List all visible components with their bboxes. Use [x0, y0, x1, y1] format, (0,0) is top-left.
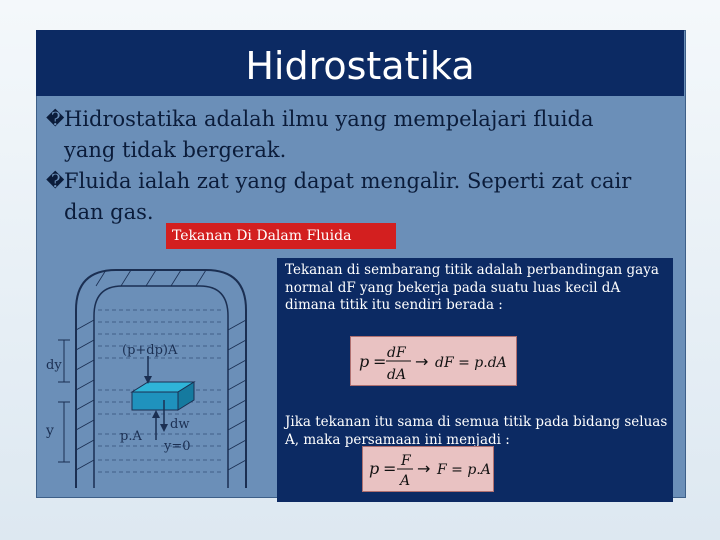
bullet-text-line: Hidrostatika adalah ilmu yang mempelajari fluida — [64, 107, 594, 131]
bullet-text-line: dan gas. — [64, 200, 154, 224]
eq-lhs: p — [359, 352, 370, 371]
wall-hatching — [76, 270, 246, 470]
label-top-force: (p+dp)A — [122, 343, 178, 358]
info-paragraph: Jika tekanan itu sama di semua titik pada bidang seluas A, maka persamaan ini menjadi : — [285, 414, 668, 448]
eq-arrow: → — [417, 459, 431, 478]
eq-equals: = — [383, 459, 397, 478]
bullet-icon: � — [46, 109, 65, 130]
label-y: y — [46, 423, 54, 439]
bullet-text-line: Fluida ialah zat yang dapat mengalir. Seperti zat cair — [64, 169, 632, 193]
bullet-list — [46, 104, 666, 228]
label-dy: dy — [46, 358, 62, 373]
eq-arrow: → — [415, 352, 429, 371]
eq-numerator: F — [401, 453, 411, 469]
eq-lhs: p — [369, 459, 380, 478]
eq-numerator: dF — [387, 345, 406, 361]
label-bottom-force: p.A — [120, 429, 142, 444]
weight-arrowhead — [160, 424, 168, 432]
bullet-text-line: yang tidak bergerak. — [64, 138, 287, 162]
equation-box — [350, 336, 517, 386]
bullet-icon: � — [46, 171, 65, 192]
label-y0: y=0 — [164, 439, 191, 454]
eq-denominator: A — [400, 473, 411, 489]
bullet-item — [46, 166, 666, 228]
eq-denominator: dA — [387, 367, 407, 383]
container-outline — [76, 270, 246, 488]
bottom-force-arrowhead — [152, 410, 160, 418]
info-paragraph: Tekanan di sembarang titik adalah perbandingan gaya normal dF yang bekerja pada suatu luas kecil dA dimana titik itu sendiri berada : — [285, 262, 659, 313]
section-label: Tekanan Di Dalam Fluida — [166, 223, 396, 249]
label-weight: dw — [170, 417, 190, 432]
eq-rhs: dF = p.dA — [435, 355, 507, 371]
fluid-element-front — [132, 392, 178, 410]
fluid-element-diagram — [36, 250, 276, 496]
slide-title: Hidrostatika — [36, 30, 684, 96]
eq-rhs: F = p.A — [437, 462, 491, 478]
bullet-item — [46, 104, 666, 166]
equation-box — [362, 446, 494, 492]
eq-equals: = — [373, 352, 387, 371]
